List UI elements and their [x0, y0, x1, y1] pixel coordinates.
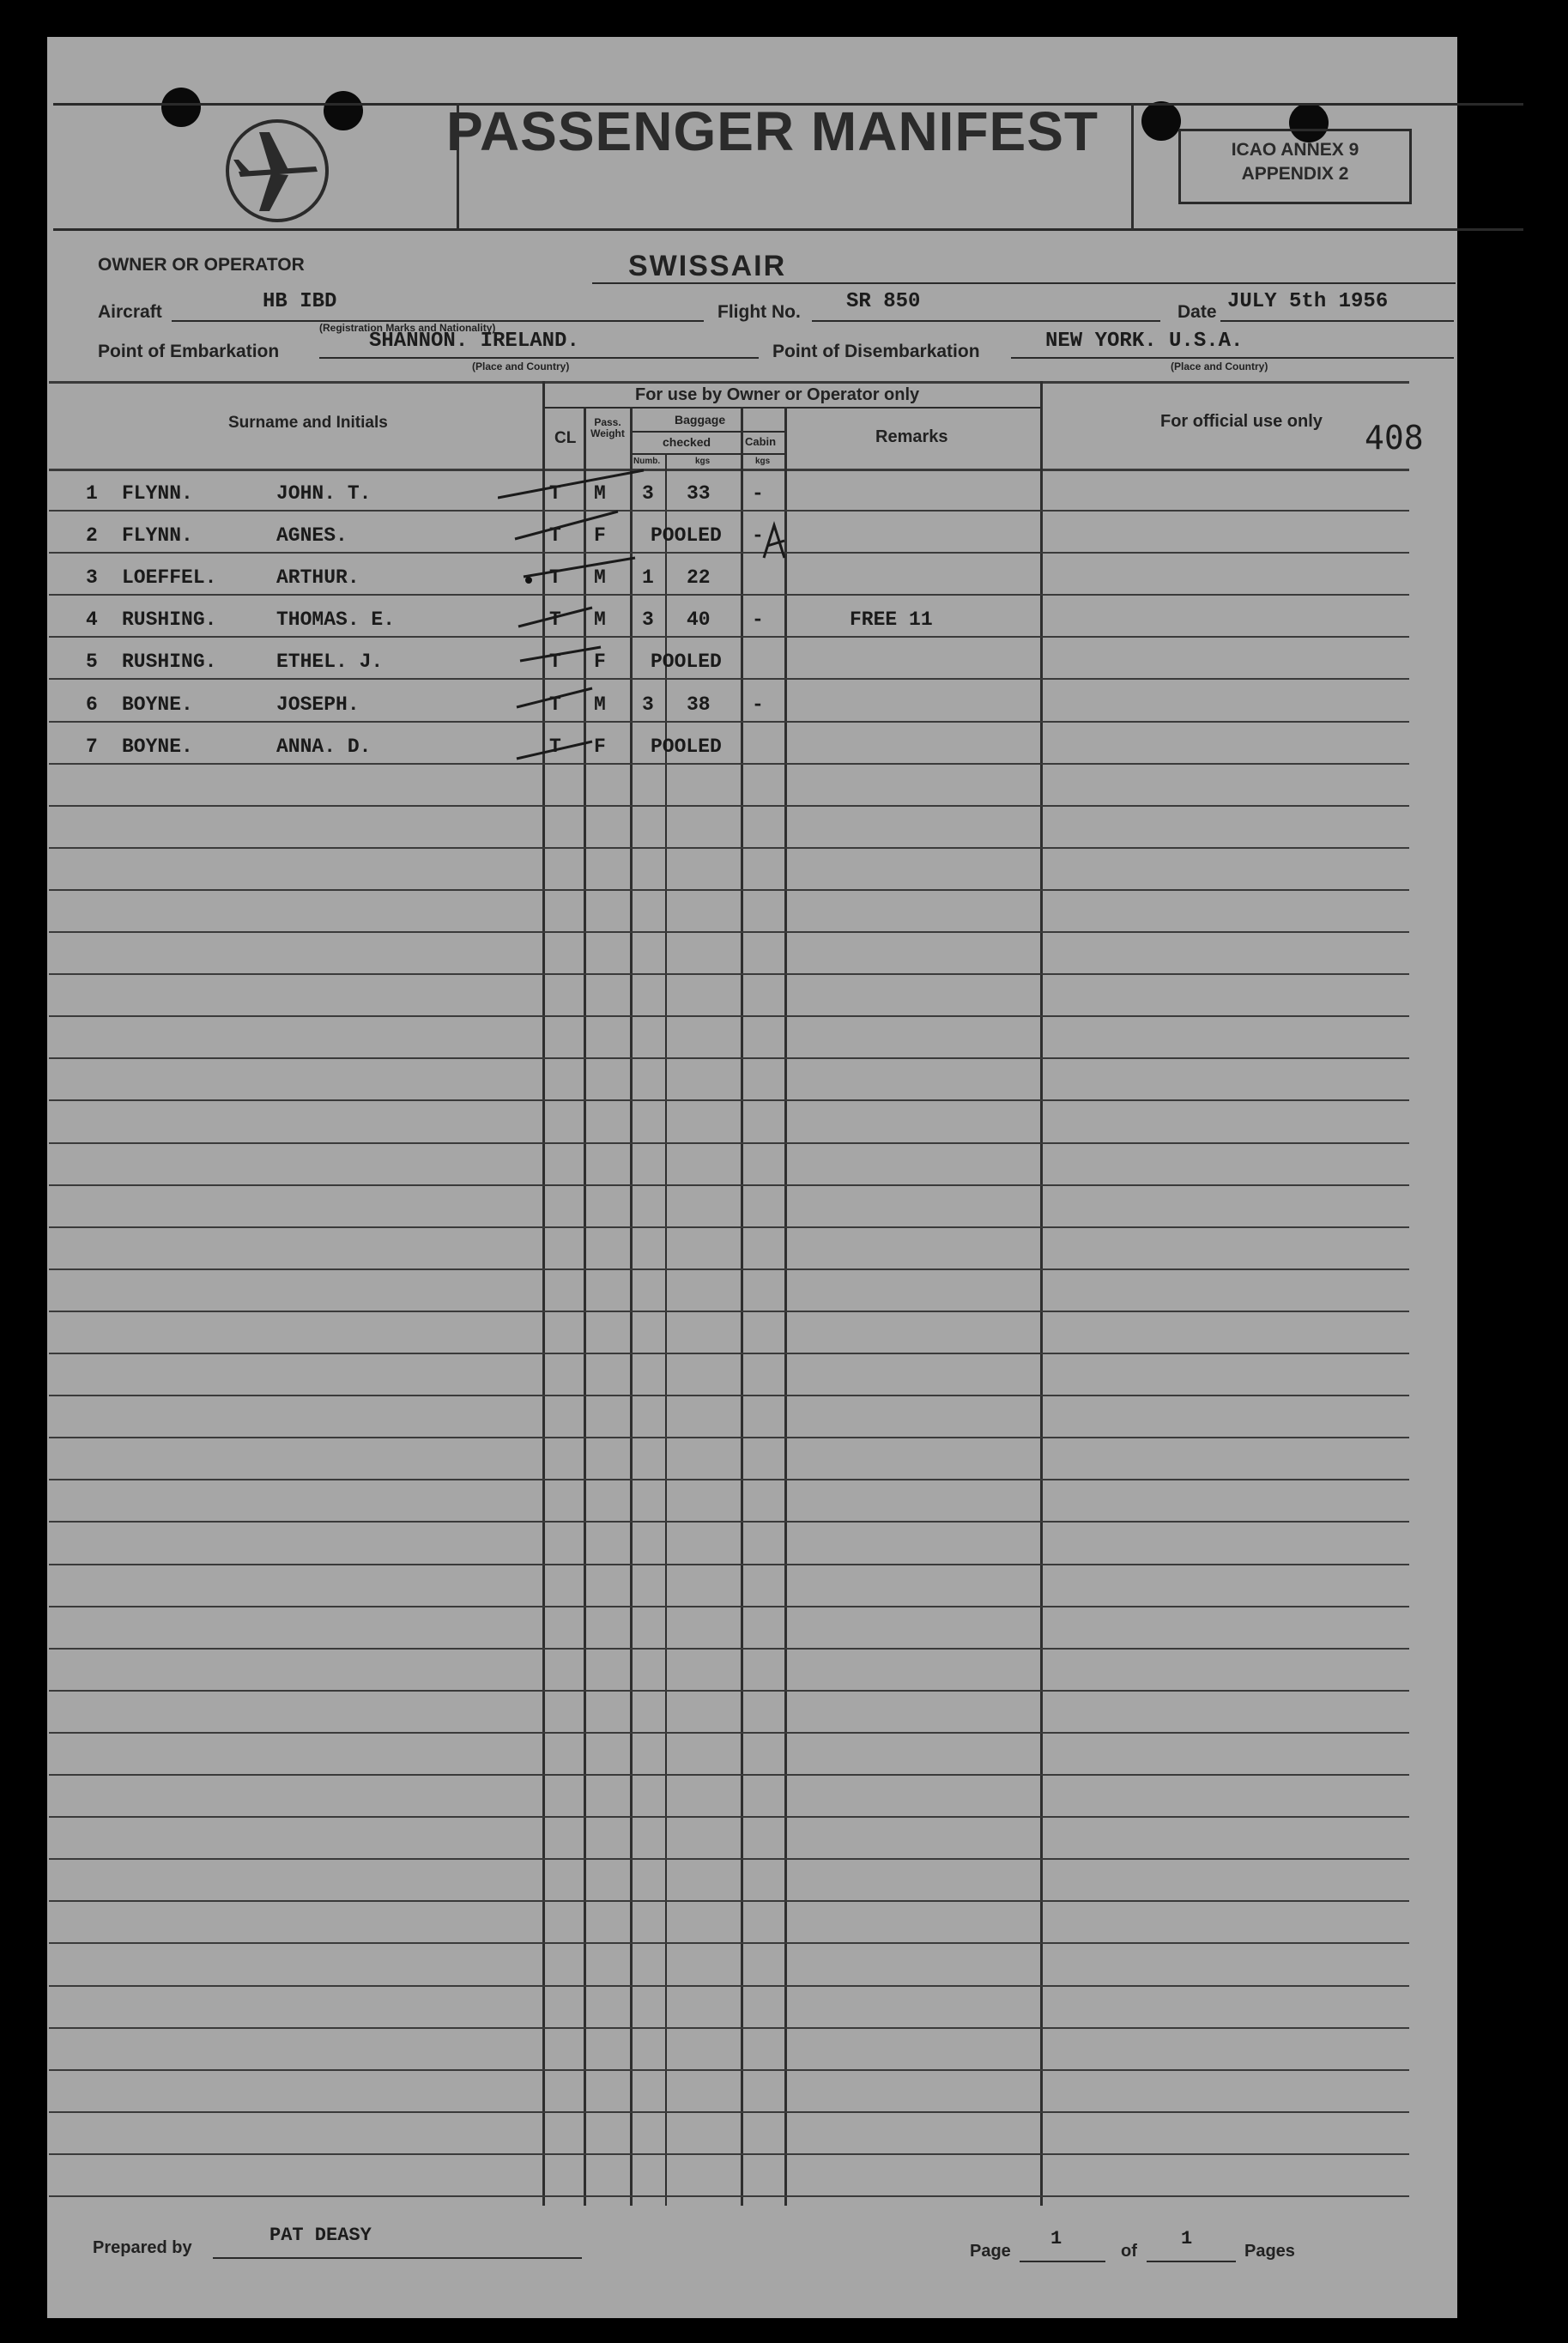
column-header-remarks: Remarks: [875, 427, 948, 446]
baggage-pieces: 1: [642, 566, 654, 589]
official-number: 408: [1365, 419, 1424, 457]
aircraft-note: (Registration Marks and Nationality): [319, 322, 496, 334]
passenger-given-names: JOHN. T.: [276, 482, 372, 505]
owner-use-header: For use by Owner or Operator only: [635, 385, 920, 404]
ruled-line: [49, 1648, 1409, 1650]
ruled-line: [49, 2195, 1409, 2197]
punch-hole: [161, 88, 201, 127]
ruled-line: [49, 805, 1409, 807]
passenger-weight-code: F: [594, 736, 606, 758]
ruled-line: [49, 2153, 1409, 2155]
ruled-line: [49, 1268, 1409, 1270]
page-value: 1: [1050, 2228, 1062, 2249]
column-header-official: For official use only: [1160, 412, 1323, 431]
flight-label: Flight No.: [717, 302, 801, 322]
ruled-line: [49, 1606, 1409, 1607]
passenger-weight-code: F: [594, 651, 606, 673]
checked-header: checked: [663, 435, 711, 449]
header-bottom-rule: [53, 228, 1523, 231]
baggage-rule: [632, 431, 786, 433]
ruled-line: [49, 2069, 1409, 2071]
cabin-baggage: -: [752, 524, 764, 547]
ruled-line: [49, 1816, 1409, 1818]
prepared-by-underline: [213, 2257, 582, 2259]
ruled-line: [49, 1521, 1409, 1523]
baggage-kgs: 33: [687, 482, 711, 505]
row-number: 6: [86, 693, 98, 716]
ruled-line: [49, 1690, 1409, 1692]
ruled-line: [49, 1015, 1409, 1017]
ruled-line: [49, 1564, 1409, 1565]
passenger-class: T: [549, 524, 561, 547]
ruled-line: [49, 1395, 1409, 1396]
icao-annex-label: ICAO ANNEX 9: [1231, 140, 1359, 160]
passenger-class: T: [549, 482, 561, 505]
passenger-surname: RUSHING.: [122, 651, 217, 673]
ruled-line: [49, 1226, 1409, 1228]
ruled-line: [49, 2027, 1409, 2029]
passenger-surname: FLYNN.: [122, 482, 193, 505]
row-number: 1: [86, 482, 98, 505]
cabin-baggage: -: [752, 608, 764, 631]
ruled-line: [49, 1437, 1409, 1438]
embarkation-underline: [319, 357, 759, 359]
kgs-header: kgs: [695, 457, 711, 466]
owner-value: SWISSAIR: [628, 250, 787, 282]
page-underline: [1020, 2261, 1105, 2262]
cabin-kgs-header: kgs: [755, 457, 771, 466]
passenger-weight-code: F: [594, 524, 606, 547]
row-number: 3: [86, 566, 98, 589]
disembarkation-underline: [1011, 357, 1454, 359]
icao-appendix-label: APPENDIX 2: [1241, 164, 1349, 184]
baggage-kgs: POOLED: [651, 524, 722, 547]
passenger-given-names: THOMAS. E.: [276, 608, 396, 631]
cabin-baggage: -: [752, 693, 764, 716]
baggage-kgs: 40: [687, 608, 711, 631]
passenger-class: T: [549, 566, 561, 589]
passenger-given-names: AGNES.: [276, 524, 348, 547]
baggage-header: Baggage: [675, 413, 726, 427]
ruled-line: [49, 1858, 1409, 1860]
passenger-class: T: [549, 736, 561, 758]
ruled-line: [49, 1353, 1409, 1354]
disembarkation-value: NEW YORK. U.S.A.: [1045, 330, 1244, 353]
passenger-weight-code: M: [594, 693, 606, 716]
embarkation-note: (Place and Country): [472, 360, 570, 372]
table-top-rule: [49, 381, 1409, 384]
baggage-kgs: POOLED: [651, 736, 722, 758]
header-divider: [1131, 103, 1134, 230]
owner-label: OWNER OR OPERATOR: [98, 255, 305, 275]
baggage-pieces: 3: [642, 693, 654, 716]
baggage-pieces: 3: [642, 482, 654, 505]
column-header-name: Surname and Initials: [228, 414, 388, 432]
passenger-class: T: [549, 651, 561, 673]
owner-underline: [592, 282, 1456, 284]
page-label: Page: [970, 2242, 1011, 2261]
ruled-line: [49, 1184, 1409, 1186]
column-rule: [1040, 381, 1043, 2206]
date-label: Date: [1178, 302, 1217, 322]
aircraft-label: Aircraft: [98, 302, 162, 322]
passenger-given-names: ETHEL. J.: [276, 651, 384, 673]
flight-value: SR 850: [846, 290, 921, 313]
of-label: of: [1121, 2242, 1137, 2261]
passenger-surname: BOYNE.: [122, 736, 193, 758]
row-number: 7: [86, 736, 98, 758]
ruled-line: [49, 973, 1409, 975]
passenger-class: T: [549, 693, 561, 716]
page-title: PASSENGER MANIFEST: [446, 100, 1099, 162]
passenger-surname: FLYNN.: [122, 524, 193, 547]
pages-label: Pages: [1244, 2242, 1295, 2261]
passenger-surname: RUSHING.: [122, 608, 217, 631]
column-header-pass-weight: Pass. Weight: [590, 416, 625, 439]
cabin-baggage: -: [752, 482, 764, 505]
passenger-weight-code: M: [594, 566, 606, 589]
ruled-line: [49, 1942, 1409, 1944]
row-number: 4: [86, 608, 98, 631]
passenger-weight-code: M: [594, 608, 606, 631]
date-value: JULY 5th 1956: [1227, 290, 1389, 313]
ruled-line: [49, 1099, 1409, 1101]
ruled-line: [49, 1732, 1409, 1734]
ruled-line: [49, 2111, 1409, 2113]
baggage-kgs: 38: [687, 693, 711, 716]
ruled-line: [49, 931, 1409, 933]
remarks: FREE 11: [850, 608, 933, 631]
numb-header: Numb.: [633, 457, 661, 466]
passenger-given-names: ANNA. D.: [276, 736, 372, 758]
baggage-kgs: 22: [687, 566, 711, 589]
pages-underline: [1147, 2261, 1236, 2262]
aircraft-value: HB IBD: [263, 290, 337, 313]
checked-rule: [632, 453, 786, 455]
manifest-sheet: [47, 37, 1457, 2318]
disembarkation-note: (Place and Country): [1171, 360, 1268, 372]
embarkation-value: SHANNON. IRELAND.: [369, 330, 579, 353]
ruled-line: [49, 1142, 1409, 1144]
ruled-line: [49, 1479, 1409, 1480]
owner-use-rule: [544, 407, 1040, 409]
baggage-pieces: 3: [642, 608, 654, 631]
baggage-kgs: POOLED: [651, 651, 722, 673]
date-underline: [1220, 320, 1454, 322]
ruled-line: [49, 1311, 1409, 1312]
punch-hole: [1141, 101, 1181, 141]
check-marks: [498, 463, 807, 772]
pages-value: 1: [1181, 2228, 1193, 2249]
ruled-line: [49, 1774, 1409, 1776]
passenger-weight-code: M: [594, 482, 606, 505]
column-header-class: CL: [554, 429, 577, 447]
airplane-logo-icon: [221, 115, 333, 227]
ruled-line: [49, 1900, 1409, 1902]
passenger-given-names: ARTHUR.: [276, 566, 360, 589]
row-number: 5: [86, 651, 98, 673]
passenger-surname: BOYNE.: [122, 693, 193, 716]
flight-underline: [812, 320, 1160, 322]
embarkation-label: Point of Embarkation: [98, 342, 280, 361]
passenger-class: T: [549, 608, 561, 631]
prepared-by-value: PAT DEASY: [269, 2225, 372, 2246]
passenger-given-names: JOSEPH.: [276, 693, 360, 716]
ruled-line: [49, 1985, 1409, 1987]
passenger-surname: LOEFFEL.: [122, 566, 217, 589]
disembarkation-label: Point of Disembarkation: [772, 342, 980, 361]
ruled-line: [49, 1057, 1409, 1059]
ruled-line: [49, 847, 1409, 849]
ruled-line: [49, 889, 1409, 891]
cabin-header: Cabin: [745, 435, 777, 448]
row-number: 2: [86, 524, 98, 547]
prepared-by-label: Prepared by: [93, 2238, 192, 2257]
